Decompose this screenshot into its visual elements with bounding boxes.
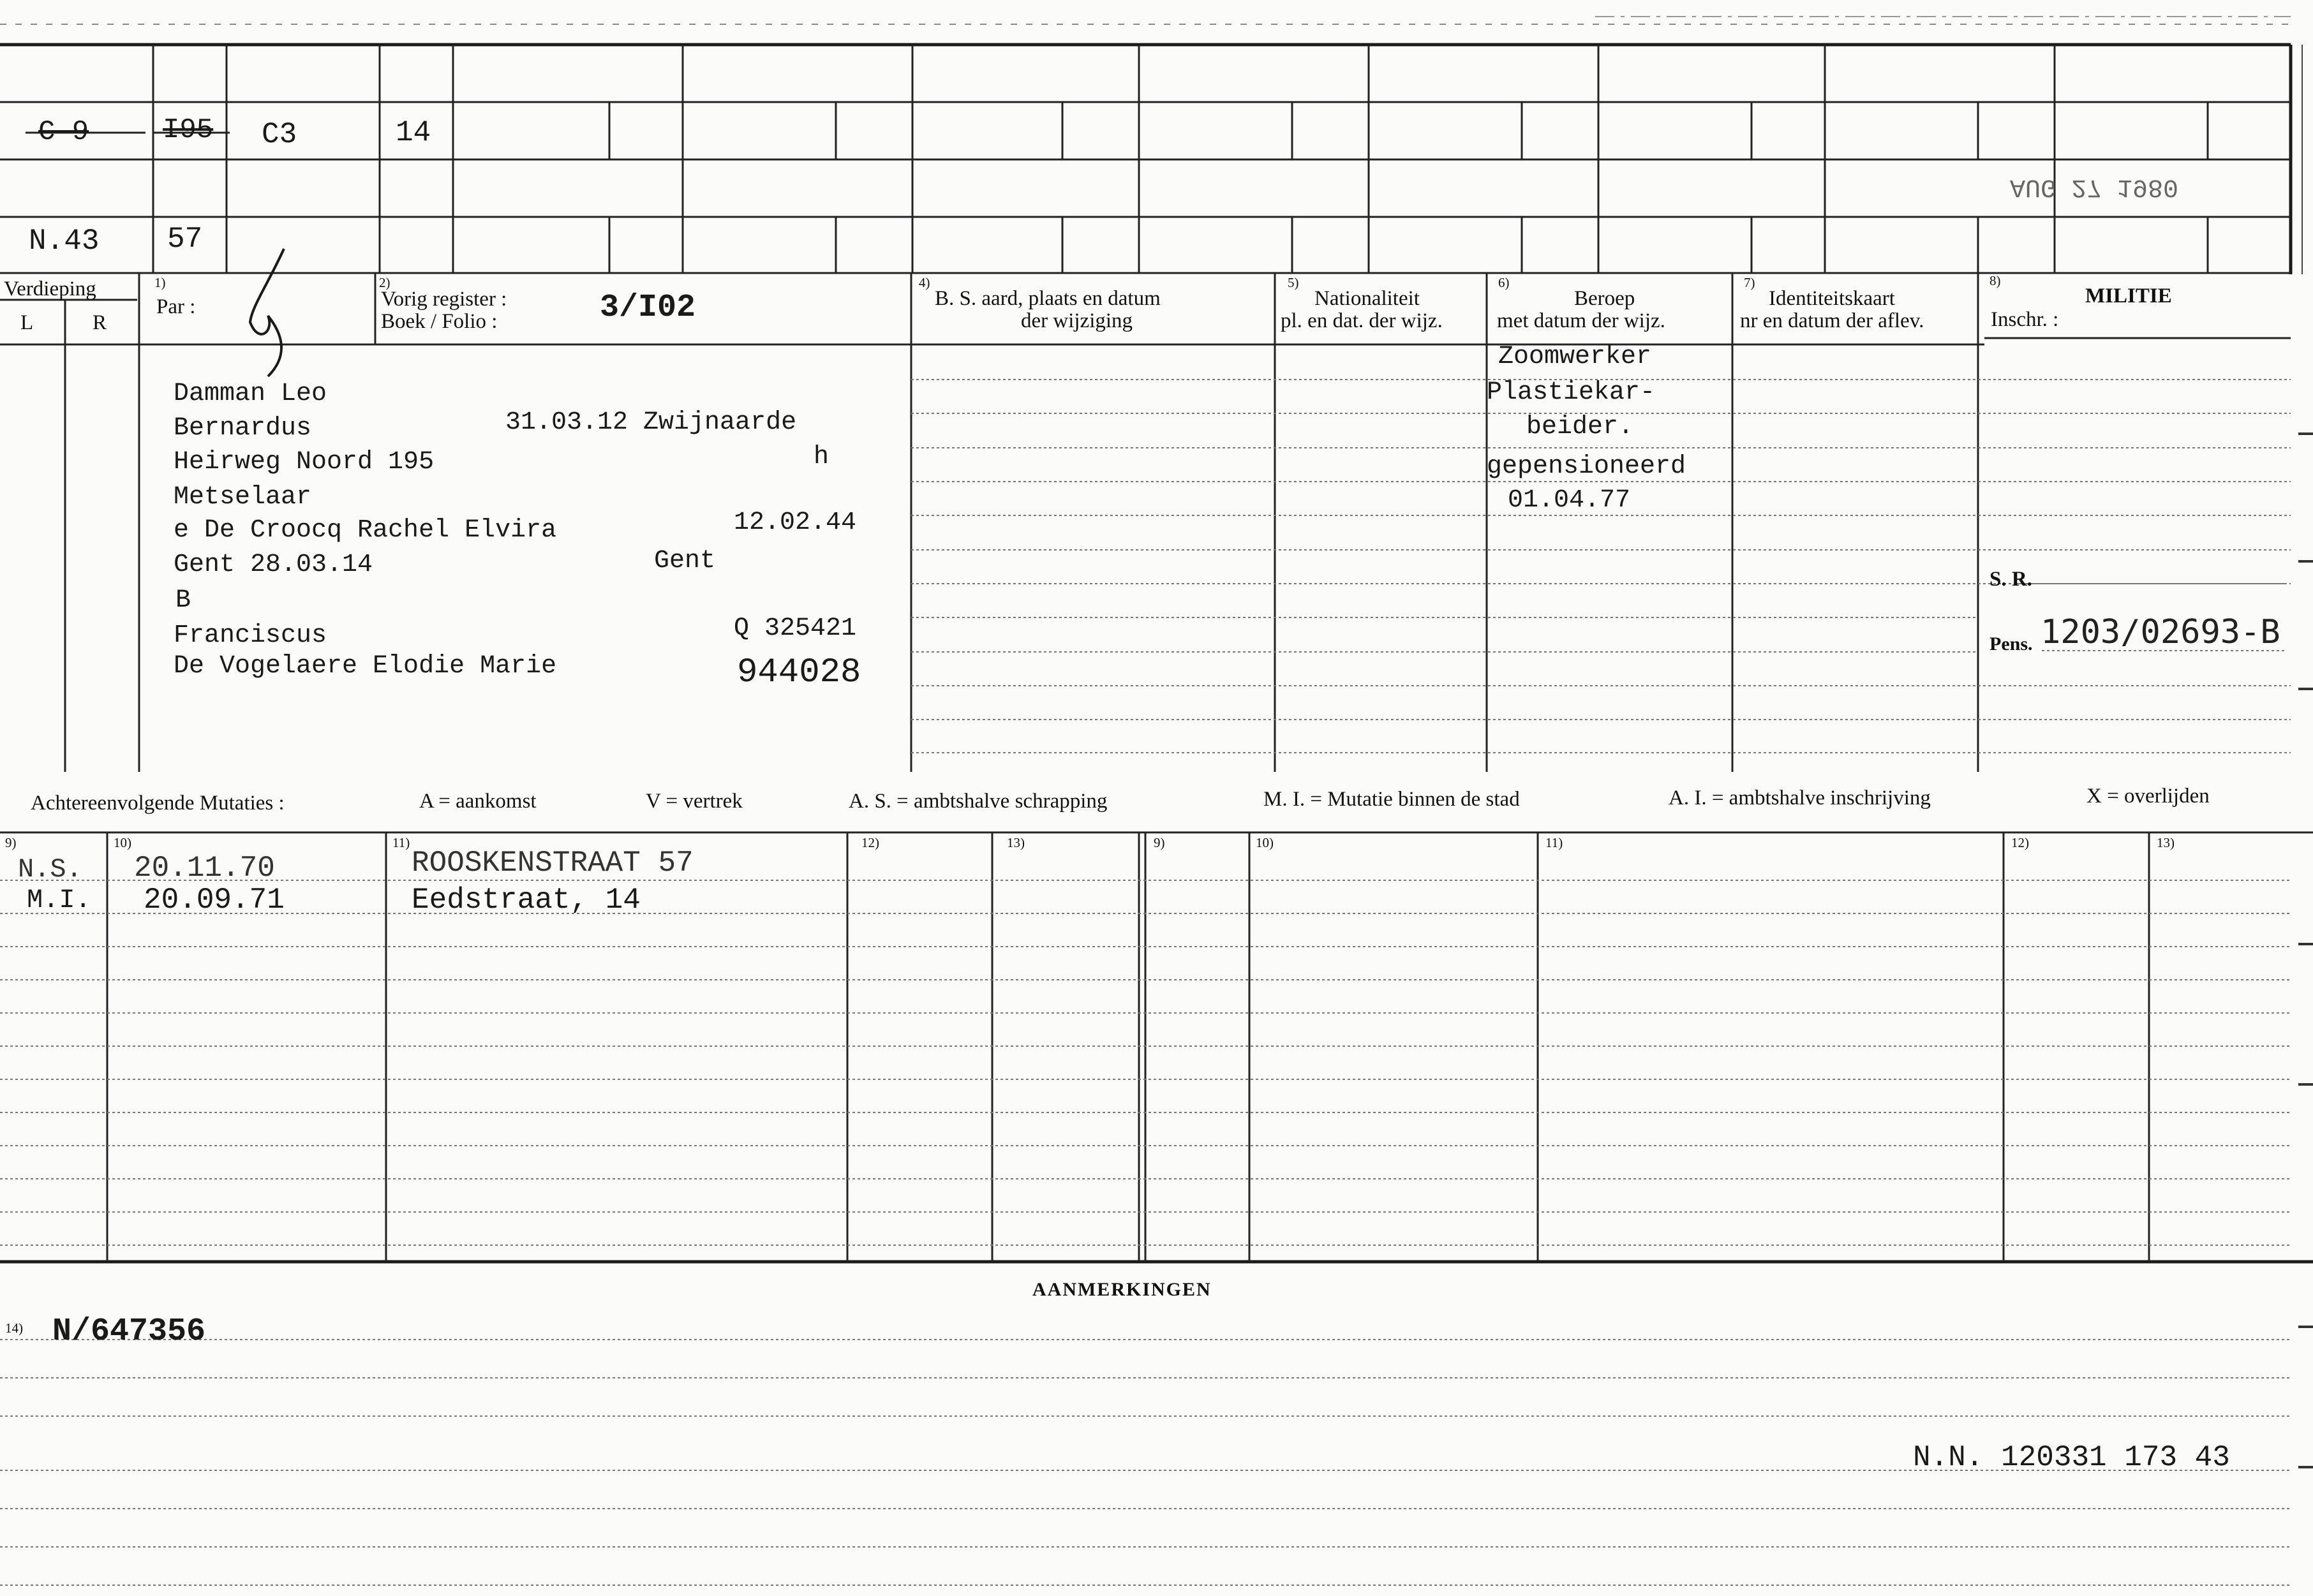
bs-header-line2: der wijziging: [1021, 309, 1133, 332]
person-q-number: Q 325421: [734, 614, 857, 643]
fn-mut-9a: 9): [5, 835, 17, 850]
code-row2-57: 57: [167, 223, 203, 256]
verdieping-label: Verdieping: [4, 277, 96, 300]
par-label: Par :: [156, 295, 196, 318]
inschr-label: Inschr. :: [1991, 308, 2059, 331]
code-row2-n43: N.43: [29, 225, 100, 258]
person-address: Heirweg Noord 195: [174, 448, 435, 477]
person-birth: 31.03.12 Zwijnaarde: [505, 408, 797, 437]
person-number: 944028: [737, 653, 861, 692]
fn-mut-11a: 11): [392, 835, 410, 850]
fn-mut-11b: 11): [1545, 835, 1563, 850]
fn-5: 5): [1288, 275, 1299, 290]
beroep-line-3: beider.: [1526, 413, 1634, 441]
person-b: B: [175, 586, 191, 615]
code-row1-14: 14: [396, 116, 431, 149]
mutation-1-address: ROOSKENSTRAAT 57: [412, 846, 694, 880]
fn-6: 6): [1498, 275, 1510, 290]
identiteitskaart-header-line2: nr en datum der aflev.: [1740, 309, 1924, 332]
person-spouse-place: Gent: [654, 547, 716, 575]
fn-mut-10a: 10): [114, 835, 131, 850]
fn-mut-12b: 12): [2011, 835, 2029, 850]
person-h-mark: h: [814, 443, 829, 471]
mutation-1-date: 20.11.70: [134, 852, 275, 885]
fn-7: 7): [1744, 275, 1755, 290]
code-row1-crossed-a: C 9: [38, 116, 89, 148]
beroep-line-5: 01.04.77: [1508, 486, 1631, 515]
fn-8: 8): [1989, 273, 2001, 288]
vorig-register-value: 3/I02: [600, 290, 696, 326]
militie-header: MILITIE: [2085, 284, 2172, 307]
remarks-title: AANMERKINGEN: [1032, 1279, 1212, 1300]
remarks-nn: N.N. 120331 173 43: [1913, 1441, 2230, 1474]
mutation-1-code: N.S.: [18, 854, 82, 885]
person-marriage-date: 12.02.44: [734, 508, 857, 537]
col-l-label: L: [20, 311, 34, 334]
fn-mut-10b: 10): [1256, 835, 1274, 850]
mutation-2-address: Eedstraat, 14: [412, 883, 641, 917]
person-spouse: e De Croocq Rachel Elvira: [174, 516, 557, 545]
beroep-line-4: gepensioneerd: [1487, 452, 1686, 481]
legend-ai: A. I. = ambtshalve inschrijving: [1669, 787, 1931, 809]
mutation-2-code: M.I.: [27, 885, 91, 915]
person-father: Franciscus: [174, 621, 327, 650]
person-spouse-birth: Gent 28.03.14: [174, 550, 373, 579]
boek-folio-label: Boek / Folio :: [381, 310, 498, 333]
fn-14: 14): [5, 1320, 23, 1336]
legend-as: A. S. = ambtshalve schrapping: [849, 790, 1108, 813]
person-name: Damman Leo: [174, 380, 327, 408]
pens-label: Pens.: [1989, 633, 2033, 654]
person-second-name: Bernardus: [174, 414, 312, 443]
fn-mut-13a: 13): [1007, 835, 1025, 850]
bs-header-line1: B. S. aard, plaats en datum: [935, 287, 1161, 310]
legend-x: X = overlijden: [2086, 785, 2210, 808]
code-row1-crossed-b: I95: [163, 114, 214, 146]
legend-v: V = vertrek: [646, 790, 743, 813]
legend-a: A = aankomst: [419, 790, 537, 813]
pens-value: 1203/02693-B: [2041, 613, 2280, 651]
top-right-stamp: AUG 27 1980: [2010, 172, 2179, 201]
col-r-label: R: [93, 311, 107, 334]
nationaliteit-header-line1: Nationaliteit: [1314, 287, 1420, 310]
fn-mut-12a: 12): [861, 835, 879, 850]
par-squiggle: [250, 249, 284, 376]
mutation-2-date: 20.09.71: [144, 883, 285, 917]
beroep-header-line2: met datum der wijz.: [1497, 309, 1665, 332]
fn-1: 1): [154, 275, 166, 290]
beroep-line-1: Zoomwerker: [1498, 343, 1652, 371]
fn-mut-9b: 9): [1154, 835, 1165, 850]
nationaliteit-header-line2: pl. en dat. der wijz.: [1281, 309, 1443, 332]
remarks-number: N/647356: [52, 1313, 206, 1350]
person-mother: De Vogelaere Elodie Marie: [174, 652, 557, 681]
fn-2: 2): [379, 275, 390, 290]
sr-label: S. R.: [1989, 568, 2032, 591]
legend-mi: M. I. = Mutatie binnen de stad: [1263, 788, 1520, 811]
legend-title: Achtereenvolgende Mutaties :: [31, 792, 285, 815]
fn-4: 4): [919, 275, 930, 290]
vorig-register-label: Vorig register :: [381, 288, 507, 311]
identiteitskaart-header-line1: Identiteitskaart: [1769, 287, 1895, 310]
beroep-header-line1: Beroep: [1574, 287, 1635, 310]
code-row1-c3: C3: [262, 118, 297, 151]
fn-mut-13b: 13): [2157, 835, 2175, 850]
person-occupation: Metselaar: [174, 483, 312, 512]
beroep-line-2: Plastiekar-: [1487, 378, 1656, 407]
